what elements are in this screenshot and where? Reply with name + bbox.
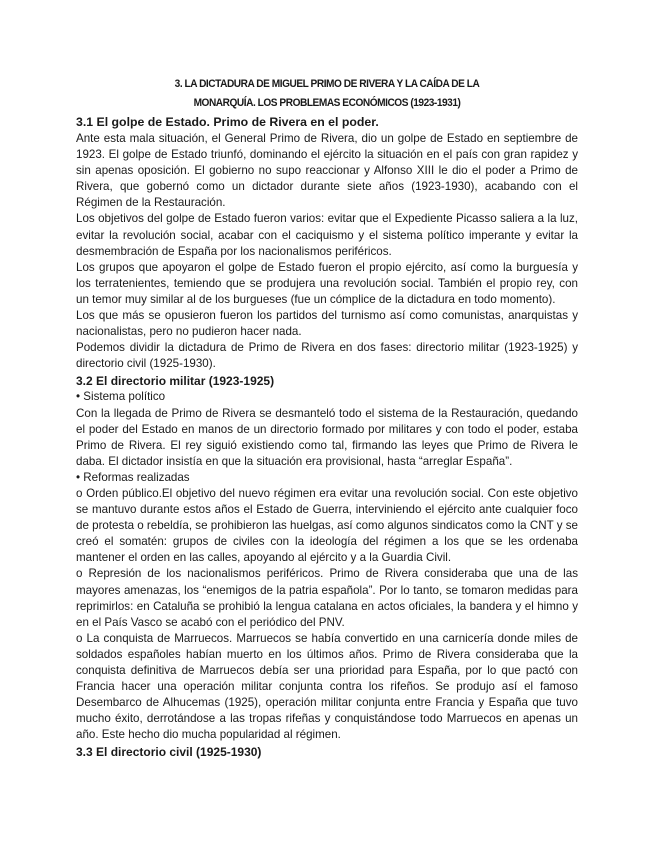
section-heading-3-1: 3.1 El golpe de Estado. Primo de Rivera en el poder.: [76, 115, 379, 129]
document-title-line-2: MONARQUÍA. LOS PROBLEMAS ECONÓMICOS (1923-1931): [193, 97, 461, 109]
subitem-morocco-conquest: o La conquista de Marruecos. Marruecos se había convertido en una carnicería donde miles de soldados españoles habían muerto en los últimos años. Primo de Rivera consideraba que la conquista definitiva de Marruecos debía ser una prioridad para España, por lo que pactó con Francia hacer una operación militar conjunta contra los rifeños. Se produjo así el famoso Desembarco de Alhucemas (1925), operación militar conjunta entre Francia y España que tuvo mucho éxito, derrotándose a las tropas rifeñas y conquistándose todo Marruecos en apenas un año. Este hecho dio mucha popularidad al régimen.: [76, 631, 578, 744]
paragraph-phases: Podemos dividir la dictadura de Primo de Rivera en dos fases: directorio militar (1923-1925) y directorio civil (1925-1930).: [76, 341, 578, 371]
document-page: [76, 75, 578, 760]
bullet-political-system: • Sistema político: [76, 389, 578, 405]
subitem-nationalism-repression: o Represión de los nacionalismos periféricos. Primo de Rivera consideraba que una de las mayores amenazas, los “enemigos de la patria española”. Por lo tanto, se tomaron medidas para reprimirlos: en Cataluña se prohibió la lengua catalana en actos oficiales, la bandera y el himno y en el País Vasco se acabó con el periódico del PNV.: [76, 566, 578, 630]
bullet-reforms: • Reformas realizadas: [76, 470, 578, 486]
paragraph-coup: Ante esta mala situación, el General Primo de Rivera, dio un golpe de Estado en septiembre de 1923. El golpe de Estado triunfó, dominando el ejército la situación en el país con gran rapidez y sin apenas oposición. El gobierno no supo reaccionar y Alfonso XIII le dio el poder a Primo de Rivera, que gobernó como un dictador durante siete años (1923-1930), acabando con el Régimen de la Restauración.: [76, 132, 578, 210]
paragraph-political-system: Con la llegada de Primo de Rivera se desmanteló todo el sistema de la Restauración, quedando el poder del Estado en manos de un directorio formado por militares y con todo el poder, estaba Primo de Rivera. El rey siguió existiendo como tal, firmando las leyes que Primo de Rivera le daba. El dictador insistía en que la situación era provisional, hasta “arreglar España”.: [76, 406, 578, 468]
document-title-line-1: 3. LA DICTADURA DE MIGUEL PRIMO DE RIVERA Y LA CAÍDA DE LA: [174, 78, 480, 90]
section-heading-3-3: 3.3 El directorio civil (1925-1930): [76, 745, 262, 760]
section-heading-3-2: 3.2 El directorio militar (1923-1925): [76, 374, 275, 389]
paragraph-opponents: Los que más se opusieron fueron los partidos del turnismo así como comunistas, anarquistas y nacionalistas, pero no pudieron hacer nada.: [76, 309, 578, 339]
paragraph-objectives: Los objetivos del golpe de Estado fueron varios: evitar que el Expediente Picasso saliera a la luz, evitar la revolución social, acabar con el caciquismo y el sistema político imperante y evitar la desmembración de España por los nacionalismos periféricos.: [76, 212, 578, 258]
paragraph-supporters: Los grupos que apoyaron el golpe de Estado fueron el propio ejército, así como la burguesía y los terratenientes, temiendo que se produjera una revolución social. También el propio rey, con un temor muy similar al de los burgueses (fue un cómplice de la dictadura en todo momento).: [76, 260, 578, 306]
subitem-public-order: o Orden público.El objetivo del nuevo régimen era evitar una revolución social. Con este objetivo se mantuvo durante estos años el Estado de Guerra, interviniendo el ejército ante cualquier foco de protesta o rebeldía, se prohibieron las huelgas, así como algunos sindicatos como la CNT y se creó el somatén: grupos de civiles con la ideología del régimen a los que se les ordenaba mantener el orden en las calles, apoyando al ejército y a la Guardia Civil.: [76, 486, 578, 566]
